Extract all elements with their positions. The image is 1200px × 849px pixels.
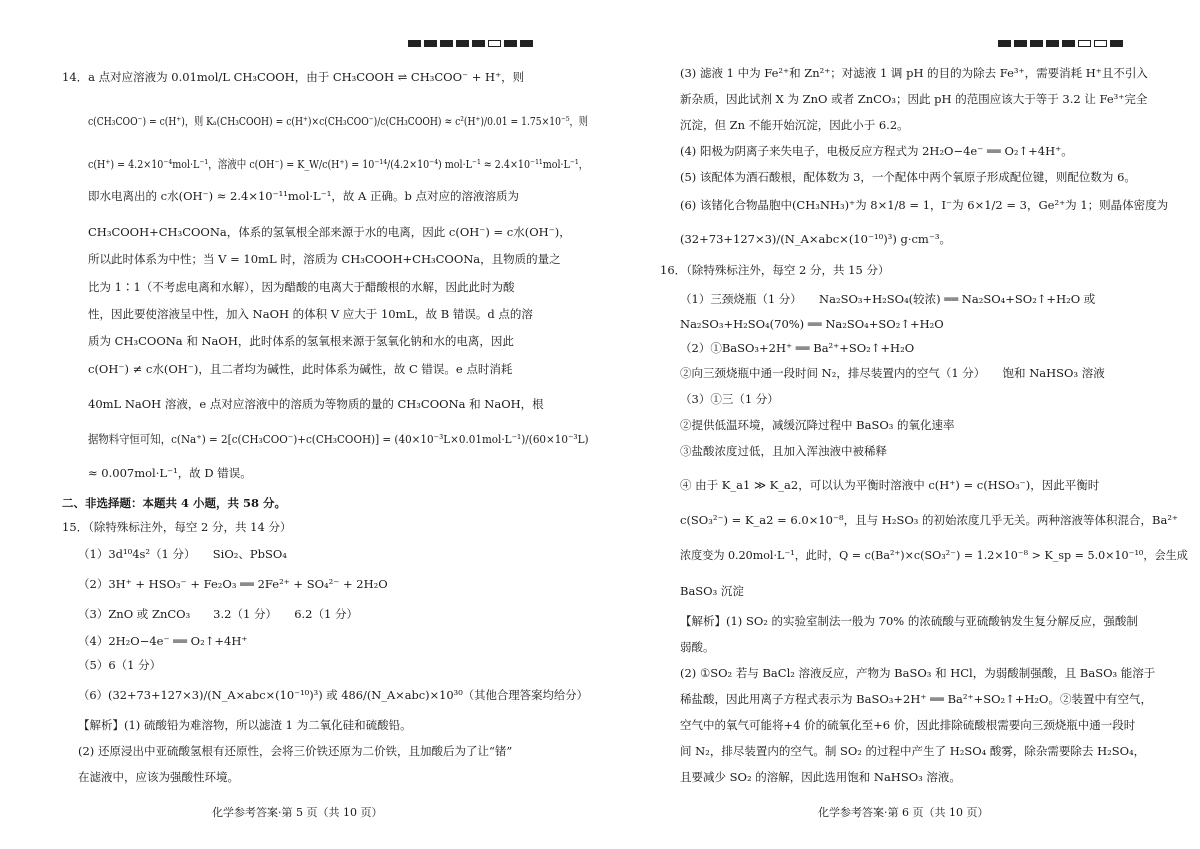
analysis-line: (5) 该配体为酒石酸根，配体数为 3，一个配体中两个氧原子形成配位键，则配位数为 6。: [680, 170, 1136, 184]
text-line: 比为 1∶1（不考虑电离和水解），因为醋酸的电离大于醋酸根的水解，因此此时为酸: [88, 280, 515, 294]
answer-line: （2）①BaSO₃+2H⁺ ══ Ba²⁺+SO₂↑+H₂O: [680, 341, 915, 355]
analysis-line: 间 N₂，排尽装置内的空气。制 SO₂ 的过程中产生了 H₂SO₄ 酸雾，除杂需要除去 H₂SO₄，: [680, 744, 1146, 758]
analysis-line: (2) ①SO₂ 若与 BaCl₂ 溶液反应，产物为 BaSO₃ 和 HCl，为弱酸制强酸，且 BaSO₃ 能溶于: [680, 666, 1156, 680]
analysis-line: (32+73+127×3)/(N_A×abc×(10⁻¹⁰)³) g·cm⁻³。: [680, 232, 952, 246]
analysis-line: 新杂质，因此试剂 X 为 ZnO 或者 ZnCO₃；因此 pH 的范围应该大于等于 3.2 让 Fe³⁺完全: [680, 92, 1148, 106]
answer-line: BaSO₃ 沉淀: [680, 584, 744, 598]
analysis-line: (4) 阳极为阴离子来失电子，电极反应方程式为 2H₂O−4e⁻ ══ O₂↑+4H⁺。: [680, 144, 1073, 158]
text-line: c(OH⁻) ≠ c水(OH⁻)，且二者均为碱性，此时体系为碱性，故 C 错误。e 点时消耗: [88, 362, 513, 376]
answer-line: （4）2H₂O−4e⁻ ══ O₂↑+4H⁺: [78, 634, 248, 648]
answer-line: （3）①三（1 分）: [680, 392, 779, 406]
question-heading: 16．（除特殊标注外，每空 2 分，共 15 分）: [660, 263, 890, 277]
header-marks: [998, 40, 1123, 47]
answer-line: c(SO₃²⁻) = K_a2 = 6.0×10⁻⁸，且与 H₂SO₃ 的初始浓度几乎无关。两种溶液等体积混合，Ba²⁺: [680, 513, 1179, 527]
answer-line: （5）6（1 分）: [78, 658, 162, 672]
text-line: 所以此时体系为中性；当 V = 10mL 时，溶质为 CH₃COOH+CH₃COONa，且物质的量之: [88, 252, 561, 266]
text-line: c(CH₃COO⁻) = c(H⁺)，则 Kₐ(CH₃COOH) = c(H⁺)×c(CH₃COO⁻)/c(CH₃COOH) ≈ c²(H⁺)/0.01 = 1.75×10⁻⁵，则: [88, 114, 588, 128]
analysis-line: 且要减少 SO₂ 的溶解，因此选用饱和 NaHSO₃ 溶液。: [680, 770, 961, 784]
text-line: 40mL NaOH 溶液，e 点对应溶液中的溶质为等物质的量的 CH₃COONa 和 NaOH，根: [88, 397, 544, 411]
page-footer: 化学参考答案·第 5 页（共 10 页）: [212, 806, 383, 819]
answer-line: ②提供低温环境，减缓沉降过程中 BaSO₃ 的氧化速率: [680, 418, 955, 432]
analysis-line: 【解析】(1) 硫酸铅为难溶物，所以滤渣 1 为二氧化硅和硫酸铅。: [78, 718, 412, 732]
section-heading: 二、非选择题：本题共 4 小题，共 58 分。: [62, 496, 287, 510]
right-page: [600, 0, 1200, 849]
answer-line: ②向三颈烧瓶中通一段时间 N₂，排尽装置内的空气（1 分） 饱和 NaHSO₃ 溶液: [680, 366, 1105, 380]
text-line: ≈ 0.007mol·L⁻¹，故 D 错误。: [88, 466, 252, 480]
answer-line: （6）(32+73+127×3)/(N_A×abc×(10⁻¹⁰)³) 或 486/(N_A×abc)×10³⁰（其他合理答案均给分）: [78, 688, 588, 702]
analysis-line: (6) 该锗化合物晶胞中(CH₃NH₃)⁺为 8×1/8 = 1，I⁻为 6×1/2 = 3，Ge²⁺为 1；则晶体密度为: [680, 198, 1169, 212]
answer-line: （3）ZnO 或 ZnCO₃ 3.2（1 分） 6.2（1 分）: [78, 607, 358, 621]
answer-line: ④ 由于 K_a1 ≫ K_a2，可以认为平衡时溶液中 c(H⁺) = c(HSO₃⁻)，因此平衡时: [680, 478, 1100, 492]
analysis-line: 【解析】(1) SO₂ 的实验室制法一般为 70% 的浓硫酸与亚硫酸钠发生复分解反应，强酸制: [680, 614, 1138, 628]
answer-line: ③盐酸浓度过低，且加入浑浊液中被稀释: [680, 444, 887, 458]
text-line: c(H⁺) = 4.2×10⁻⁴mol·L⁻¹，溶液中 c(OH⁻) = K_W/c(H⁺) = 10⁻¹⁴/(4.2×10⁻⁴) mol·L⁻¹ ≈ 2.4×10⁻¹¹mol·L⁻¹，: [88, 157, 589, 171]
answer-line: （2）3H⁺ + HSO₃⁻ + Fe₂O₃ ══ 2Fe²⁺ + SO₄²⁻ + 2H₂O: [78, 577, 388, 591]
text-line: 据物料守恒可知，c(Na⁺) = 2[c(CH₃COO⁻)+c(CH₃COOH)] = (40×10⁻³L×0.01mol·L⁻¹)/(60×10⁻³L): [88, 432, 589, 446]
page-footer: 化学参考答案·第 6 页（共 10 页）: [818, 806, 989, 819]
text-line: CH₃COOH+CH₃COONa，体系的氢氧根全部来源于水的电离，因此 c(OH⁻) = c水(OH⁻)，: [88, 225, 571, 239]
analysis-line: 空气中的氧气可能将+4 价的硫氧化至+6 价，因此排除硫酸根需要向三颈烧瓶中通一段时: [680, 718, 1136, 732]
analysis-line: 在滤液中，应该为强酸性环境。: [78, 770, 239, 784]
question-heading: 15．（除特殊标注外，每空 2 分，共 14 分）: [62, 520, 292, 534]
answer-line: Na₂SO₃+H₂SO₄(70%) ══ Na₂SO₄+SO₂↑+H₂O: [680, 317, 944, 331]
text-line: 质为 CH₃COONa 和 NaOH，此时体系的氢氧根来源于氢氧化钠和水的电离，因此: [88, 334, 514, 348]
analysis-line: 稀盐酸，因此用离子方程式表示为 BaSO₃+2H⁺ ══ Ba²⁺+SO₂↑+H₂O。②装置中有空气，: [680, 692, 1152, 706]
text-line: 14．a 点对应溶液为 0.01mol/L CH₃COOH，由于 CH₃COOH ⇌ CH₃COO⁻ + H⁺，则: [62, 70, 525, 84]
analysis-line: (2) 还原浸出中亚硫酸氢根有还原性，会将三价铁还原为二价铁，且加酸后为了让“锗”: [78, 744, 513, 758]
answer-line: （1）3d¹⁰4s²（1 分） SiO₂、PbSO₄: [78, 547, 287, 561]
header-marks: [408, 40, 533, 47]
answer-line: 浓度变为 0.20mol·L⁻¹，此时，Q = c(Ba²⁺)×c(SO₃²⁻) = 1.2×10⁻⁸ > K_sp = 5.0×10⁻¹⁰，会生成: [680, 548, 1188, 562]
analysis-line: 沉淀，但 Zn 不能开始沉淀，因此小于 6.2。: [680, 118, 909, 132]
analysis-line: 弱酸。: [680, 640, 715, 654]
text-line: 性，因此要使溶液呈中性，加入 NaOH 的体积 V 应大于 10mL，故 B 错误。d 点的溶: [88, 307, 533, 321]
analysis-line: (3) 滤液 1 中为 Fe²⁺和 Zn²⁺；对滤液 1 调 pH 的目的为除去 Fe³⁺，需要消耗 H⁺且不引入: [680, 66, 1148, 80]
answer-line: （1）三颈烧瓶（1 分） Na₂SO₃+H₂SO₄(较浓) ══ Na₂SO₄+SO₂↑+H₂O 或: [680, 292, 1096, 306]
text-line: 即水电离出的 c水(OH⁻) ≈ 2.4×10⁻¹¹mol·L⁻¹，故 A 正确。b 点对应的溶液溶质为: [88, 189, 520, 203]
